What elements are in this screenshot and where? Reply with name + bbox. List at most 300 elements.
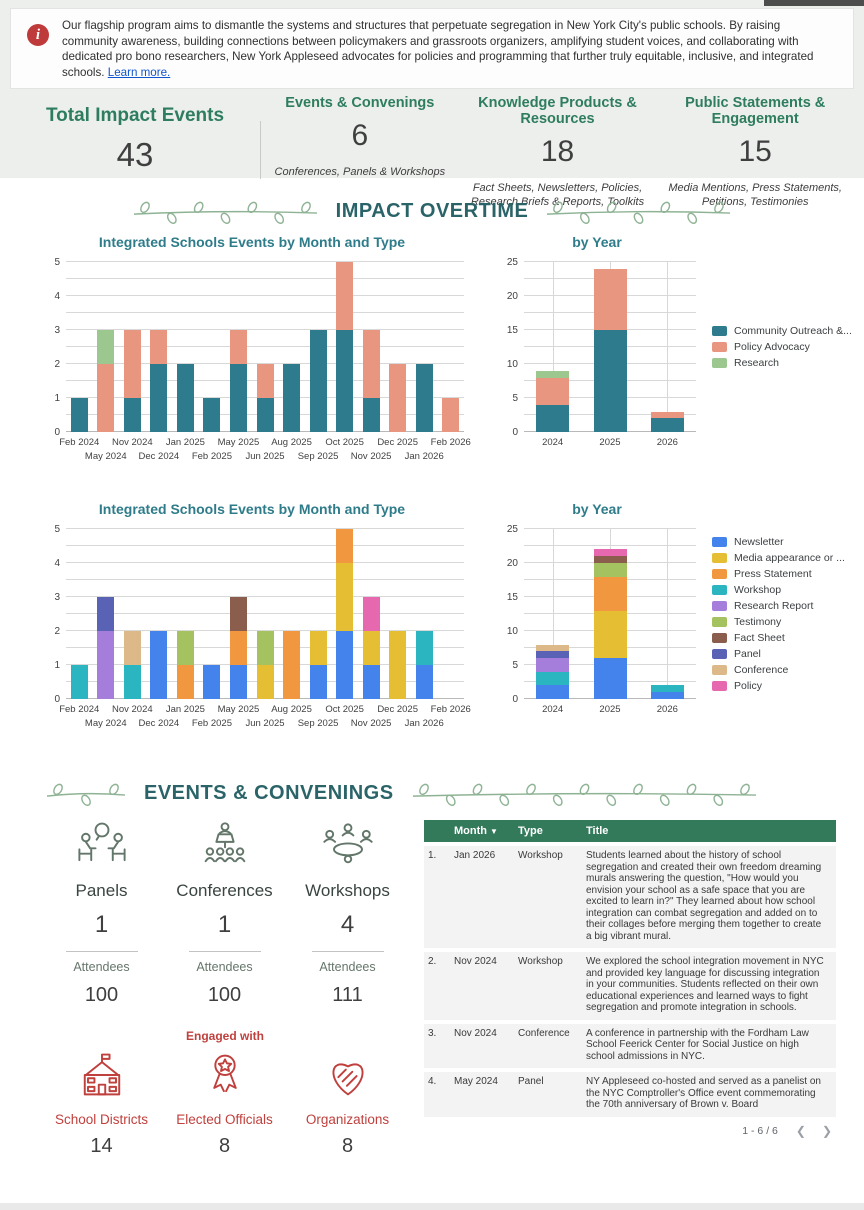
y-axis — [498, 257, 524, 438]
event-card-label: Conferences — [176, 881, 273, 900]
bar-segment[interactable] — [177, 364, 194, 432]
event-card-label: Workshops — [305, 881, 390, 900]
legend-item — [712, 664, 845, 676]
x-tick-label: Dec 2025 — [377, 437, 418, 448]
legend-item — [712, 600, 845, 612]
x-tick-label: Feb 2025 — [191, 451, 232, 462]
row-number: 4. — [428, 1076, 437, 1087]
bar-segment[interactable] — [536, 651, 569, 658]
bar-segment[interactable] — [150, 330, 167, 364]
y-tick-label: 0 — [512, 694, 518, 705]
y-tick-label: 5 — [512, 660, 518, 671]
conference-icon — [163, 820, 286, 873]
x-tick-label: Jan 2025 — [165, 704, 205, 715]
x-tick-label: Nov 2025 — [350, 451, 392, 462]
legend-item — [712, 357, 852, 369]
legend-swatch — [712, 342, 727, 352]
bar-segment[interactable] — [363, 330, 380, 398]
legend-label: Research Report — [734, 600, 814, 612]
v-gridline — [667, 529, 668, 699]
table-row — [424, 952, 836, 1020]
divider — [66, 951, 138, 952]
legend-swatch — [712, 665, 727, 675]
x-tick-label: Jun 2025 — [245, 718, 285, 729]
attendees-value: 100 — [84, 984, 119, 1006]
plot-area — [66, 262, 464, 432]
chart-legend — [712, 325, 852, 369]
x-tick-label: 2025 — [599, 437, 621, 448]
legend-label: Policy Advocacy — [734, 341, 810, 353]
stat-value: 18 — [540, 135, 575, 169]
legend-swatch — [712, 326, 727, 336]
vine-ornament — [412, 780, 757, 806]
legend-item — [712, 325, 852, 337]
legend-swatch — [712, 649, 727, 659]
bar-segment[interactable] — [150, 631, 167, 699]
legend-item — [712, 584, 845, 596]
bar-segment[interactable] — [283, 364, 300, 432]
engaged-card-value: 8 — [218, 1135, 231, 1157]
x-tick-label: Oct 2025 — [325, 704, 364, 715]
stat-card — [459, 93, 657, 209]
gridline — [66, 545, 464, 546]
pagination-label: 1 - 6 / 6 — [742, 1125, 778, 1137]
table-header-title[interactable]: Title — [586, 825, 609, 837]
gridline — [66, 613, 464, 614]
stacked-bar-chart — [40, 501, 471, 732]
legend-swatch — [712, 553, 727, 563]
stat-card — [656, 93, 854, 209]
y-axis — [40, 257, 66, 438]
bar-segment[interactable] — [97, 631, 114, 699]
events-section-header — [0, 780, 864, 806]
y-tick-label: 10 — [506, 359, 518, 370]
plot-area — [524, 262, 696, 432]
row-type: Conference — [518, 1027, 570, 1039]
gridline — [66, 562, 464, 563]
bar-segment[interactable] — [283, 631, 300, 699]
legend-item — [712, 616, 845, 628]
stacked-bar-chart — [498, 501, 845, 732]
row-type: Workshop — [518, 850, 563, 861]
stats-row — [10, 93, 854, 209]
school-icon — [40, 1049, 163, 1106]
plot-area — [524, 529, 696, 699]
row-title: Students learned about the history of school segregation and created their own freedom dreaming murals answering the question, "How would you envision your school as a safe space that you are excited to learn in?" They learned about how school integration can combat segregation and added on to their collages before merging them together to create a big vibrant mural. — [586, 850, 822, 942]
bar-segment[interactable] — [536, 645, 569, 652]
v-gridline — [667, 262, 668, 432]
bar-segment[interactable] — [416, 364, 433, 432]
chart-by-year-1 — [498, 234, 852, 465]
bar-segment[interactable] — [203, 665, 220, 699]
intro-text — [62, 18, 839, 80]
window-edge-bar — [764, 0, 864, 6]
bar-segment[interactable] — [257, 665, 274, 699]
impact-section-title: IMPACT OVERTIME — [335, 199, 529, 222]
table-header-month[interactable]: Month ▼ — [454, 825, 498, 837]
attendees-value: 100 — [207, 984, 242, 1006]
y-tick-label: 1 — [54, 393, 60, 404]
bar-segment[interactable] — [442, 398, 459, 432]
sort-desc-icon: ▼ — [489, 827, 498, 836]
row-type: Workshop — [518, 956, 563, 967]
y-tick-label: 0 — [54, 694, 60, 705]
chart-area — [40, 257, 464, 438]
table-header-type[interactable]: Type — [518, 825, 543, 837]
y-tick-label: 25 — [506, 524, 518, 535]
x-tick-label: Aug 2025 — [271, 437, 312, 448]
bar-segment[interactable] — [230, 665, 247, 699]
y-tick-label: 2 — [54, 626, 60, 637]
chart-by-year-2 — [498, 501, 845, 732]
x-tick-label: May 2025 — [217, 704, 260, 715]
gridline — [66, 312, 464, 313]
gridline — [66, 278, 464, 279]
plot-area — [66, 529, 464, 699]
x-tick-label: May 2025 — [217, 437, 260, 448]
x-tick-label: May 2024 — [84, 451, 127, 462]
x-tick-label: 2026 — [656, 437, 678, 448]
bar-segment[interactable] — [336, 330, 353, 432]
engaged-card-label: Elected Officials — [176, 1112, 273, 1127]
x-tick-label: Feb 2024 — [59, 437, 100, 448]
bar-segment[interactable] — [536, 371, 569, 378]
y-tick-label: 0 — [54, 427, 60, 438]
legend-label: Community Outreach &... — [734, 325, 852, 337]
x-axis — [59, 702, 471, 732]
x-tick-label: Feb 2026 — [430, 704, 471, 715]
legend-label: Conference — [734, 664, 789, 676]
bar-segment[interactable] — [651, 692, 684, 699]
x-axis — [59, 435, 471, 465]
bar-segment[interactable] — [594, 658, 627, 699]
x-tick-label: Feb 2025 — [191, 718, 232, 729]
legend-swatch — [712, 601, 727, 611]
legend-label: Research — [734, 357, 779, 369]
legend-swatch — [712, 585, 727, 595]
legend-item — [712, 632, 845, 644]
vine-ornament — [133, 198, 318, 224]
table-body — [424, 842, 836, 1120]
table-row — [424, 846, 836, 948]
event-card — [286, 820, 409, 1007]
legend-label: Media appearance or ... — [734, 552, 845, 564]
x-tick-label: Feb 2024 — [59, 704, 100, 715]
events-section-title: EVENTS & CONVENINGS — [144, 781, 394, 804]
gridline — [66, 528, 464, 529]
row-month: Jan 2026 — [454, 850, 496, 861]
bar-segment[interactable] — [124, 631, 141, 665]
next-page-icon[interactable]: ❯ — [821, 1124, 832, 1138]
x-tick-label: Sep 2025 — [297, 451, 339, 462]
legend-swatch — [712, 617, 727, 627]
x-tick-label: Jun 2025 — [245, 451, 285, 462]
bar-segment[interactable] — [230, 330, 247, 364]
bar-segment[interactable] — [536, 658, 569, 672]
vine-ornament — [546, 198, 731, 224]
event-card-value: 1 — [217, 911, 232, 938]
chart-title: Integrated Schools Events by Month and Type — [98, 501, 406, 517]
bar-segment[interactable] — [536, 672, 569, 686]
bar-segment[interactable] — [651, 412, 684, 419]
bar-segment[interactable] — [336, 262, 353, 330]
stat-value: 15 — [738, 135, 772, 169]
stat-title: Events & Convenings — [285, 95, 435, 112]
engaged-with-label: Engaged with — [186, 1029, 264, 1043]
engaged-card-label: Organizations — [305, 1112, 390, 1127]
attendees-label: Attendees — [73, 960, 130, 974]
bar-segment[interactable] — [594, 577, 627, 611]
legend-label: Press Statement — [734, 568, 812, 580]
x-tick-label: Oct 2025 — [325, 437, 364, 448]
bar-segment[interactable] — [594, 549, 627, 556]
intro-paragraph: Our flagship program aims to dismantle the systems and structures that perpetuate segregation in New York City's public schools. By raising community awareness, building connections between policymakers and grassroots organizers, amplifying student voices, and collaborating with dedicated pro bono researchers, New York Appleseed advocates for policies and programming that further truly equitable, inclusive, and integrated schools. — [62, 19, 814, 79]
x-axis — [524, 435, 696, 465]
events-cards-column — [40, 820, 410, 1158]
gridline — [66, 579, 464, 580]
bar-segment[interactable] — [363, 398, 380, 432]
table-row — [424, 1024, 836, 1069]
stat-card — [261, 93, 459, 209]
legend-label: Panel — [734, 648, 761, 660]
events-cards-grid — [40, 820, 410, 1007]
table-header-row — [424, 820, 836, 842]
bar-segment[interactable] — [363, 597, 380, 631]
x-tick-label: 2025 — [599, 704, 621, 715]
heart-hands-icon — [286, 1049, 409, 1106]
bar-segment[interactable] — [230, 364, 247, 432]
row-title: A conference in partnership with the Fordham Law School Feerick Center for Social Justice on high school admissions in NYC. — [586, 1027, 809, 1062]
bar-segment[interactable] — [310, 330, 327, 432]
bar-segment[interactable] — [97, 364, 114, 432]
y-tick-label: 10 — [506, 626, 518, 637]
legend-swatch — [712, 681, 727, 691]
y-tick-label: 15 — [506, 325, 518, 336]
y-tick-label: 3 — [54, 592, 60, 603]
x-tick-label: Nov 2024 — [111, 704, 153, 715]
event-card-label: Panels — [75, 881, 128, 900]
y-tick-label: 1 — [54, 660, 60, 671]
bar-segment[interactable] — [594, 330, 627, 432]
bar-segment[interactable] — [177, 631, 194, 665]
stat-total-impact-events — [10, 93, 260, 174]
legend-item — [712, 680, 845, 692]
event-card — [40, 820, 163, 1007]
stat-value: 6 — [351, 119, 369, 153]
legend-label: Policy — [734, 680, 763, 692]
legend-label: Newsletter — [734, 536, 784, 548]
bar-segment[interactable] — [97, 597, 114, 631]
bar-segment[interactable] — [150, 364, 167, 432]
y-tick-label: 4 — [54, 291, 60, 302]
bar-segment[interactable] — [536, 685, 569, 699]
chart-legend — [712, 536, 845, 692]
stacked-bar-chart — [40, 234, 471, 465]
y-tick-label: 5 — [54, 257, 60, 268]
engaged-card-label: School Districts — [54, 1112, 149, 1127]
x-tick-label: 2024 — [542, 704, 564, 715]
x-tick-label: Jan 2025 — [165, 437, 205, 448]
x-tick-label: 2024 — [542, 437, 564, 448]
x-tick-label: Aug 2025 — [271, 704, 312, 715]
x-tick-label: Jan 2026 — [404, 451, 444, 462]
bar-segment[interactable] — [389, 364, 406, 432]
row-type: Panel — [518, 1076, 544, 1087]
bar-segment[interactable] — [416, 665, 433, 699]
engaged-card-value: 14 — [90, 1135, 113, 1157]
summary-band — [0, 0, 864, 209]
gridline — [66, 596, 464, 597]
y-tick-label: 5 — [512, 393, 518, 404]
x-tick-label: Jan 2026 — [404, 718, 444, 729]
x-tick-label: Nov 2025 — [350, 718, 392, 729]
chart-area — [498, 524, 845, 705]
legend-label: Fact Sheet — [734, 632, 785, 644]
bar-segment[interactable] — [310, 665, 327, 699]
bar-segment[interactable] — [124, 398, 141, 432]
bar-segment[interactable] — [536, 378, 569, 405]
table-row — [424, 1072, 836, 1117]
divider — [312, 951, 384, 952]
charts-row-1 — [0, 234, 864, 465]
stat-subtitle: Conferences, Panels & Workshops — [274, 166, 446, 179]
y-tick-label: 25 — [506, 257, 518, 268]
engaged-card — [286, 1049, 409, 1158]
chart-events-by-month-type-1 — [40, 234, 471, 465]
bar-segment[interactable] — [203, 398, 220, 432]
event-card-value: 4 — [340, 911, 355, 938]
legend-swatch — [712, 537, 727, 547]
stat-subtitle: Fact Sheets, Newsletters, Policies, Research Briefs & Reports, Toolkits — [470, 182, 645, 209]
x-tick-label: Sep 2025 — [297, 718, 339, 729]
bar-segment[interactable] — [336, 529, 353, 563]
charts-row-2 — [0, 501, 864, 732]
bar-segment[interactable] — [310, 631, 327, 665]
row-month: Nov 2024 — [454, 1027, 497, 1039]
row-number: 2. — [428, 956, 437, 967]
bar-segment[interactable] — [416, 631, 433, 665]
x-tick-label: Nov 2024 — [111, 437, 153, 448]
page-bottom-strip — [0, 1203, 864, 1210]
x-tick-label: Dec 2024 — [138, 718, 180, 729]
bar-segment[interactable] — [594, 563, 627, 577]
stat-value: 43 — [116, 136, 154, 174]
divider — [189, 951, 261, 952]
y-tick-label: 15 — [506, 592, 518, 603]
row-title: NY Appleseed co-hosted and served as a panelist on the NYC Comptroller's Office event commemorating the 70th anniversary of Brown v. Board — [586, 1076, 821, 1110]
panels-icon — [40, 820, 163, 873]
attendees-label: Attendees — [319, 960, 376, 974]
bar-segment[interactable] — [594, 611, 627, 659]
bar-segment[interactable] — [177, 665, 194, 699]
event-card-value: 1 — [94, 911, 109, 938]
bar-segment[interactable] — [230, 631, 247, 665]
bar-segment[interactable] — [257, 631, 274, 665]
bar-segment[interactable] — [651, 685, 684, 692]
chart-title: by Year — [572, 234, 622, 250]
bar-segment[interactable] — [257, 364, 274, 398]
bar-segment[interactable] — [336, 563, 353, 631]
gridline — [66, 295, 464, 296]
info-icon: i — [27, 24, 49, 46]
attendees-label: Attendees — [196, 960, 253, 974]
chart-title: by Year — [572, 501, 622, 517]
y-tick-label: 0 — [512, 427, 518, 438]
row-number: 3. — [428, 1027, 437, 1039]
bar-segment[interactable] — [651, 418, 684, 432]
chart-area — [40, 524, 464, 705]
y-tick-label: 2 — [54, 359, 60, 370]
bar-segment[interactable] — [71, 665, 88, 699]
stat-subtitle: Media Mentions, Press Statements, Petitions, Testimonies — [668, 182, 842, 209]
bar-segment[interactable] — [124, 330, 141, 398]
bar-segment[interactable] — [230, 597, 247, 631]
bar-segment[interactable] — [257, 398, 274, 432]
chart-area — [498, 257, 852, 438]
prev-page-icon[interactable]: ❮ — [795, 1124, 806, 1138]
bar-segment[interactable] — [363, 665, 380, 699]
bar-segment[interactable] — [97, 330, 114, 364]
legend-label: Testimony — [734, 616, 782, 628]
chart-title: Integrated Schools Events by Month and Type — [98, 234, 406, 250]
gridline — [66, 261, 464, 262]
legend-swatch — [712, 569, 727, 579]
y-tick-label: 3 — [54, 325, 60, 336]
legend-item — [712, 536, 845, 548]
x-axis — [524, 702, 696, 732]
engaged-card — [40, 1049, 163, 1158]
event-card — [163, 820, 286, 1007]
events-table — [424, 820, 836, 1158]
events-content-row — [0, 820, 864, 1158]
chart-events-by-month-type-2 — [40, 501, 471, 732]
row-title: We explored the school integration movement in NYC and provided key language for discussing integration in your communities. Students reflected on their own educational experiences and learned ways to fight segregation and promote integration in schools. — [586, 956, 824, 1013]
y-tick-label: 20 — [506, 291, 518, 302]
bar-segment[interactable] — [336, 631, 353, 699]
bar-segment[interactable] — [124, 665, 141, 699]
engaged-grid — [40, 1049, 410, 1158]
y-tick-label: 20 — [506, 558, 518, 569]
award-icon — [163, 1049, 286, 1106]
stat-title: Total Impact Events — [45, 105, 225, 127]
legend-swatch — [712, 358, 727, 368]
y-tick-label: 5 — [54, 524, 60, 535]
legend-item — [712, 648, 845, 660]
bar-segment[interactable] — [594, 269, 627, 330]
stats-row-others — [261, 93, 854, 209]
attendees-value: 111 — [332, 984, 363, 1006]
bar-segment[interactable] — [389, 631, 406, 699]
stat-title: Knowledge Products & Resources — [478, 95, 637, 128]
vine-ornament — [46, 780, 126, 806]
legend-item — [712, 552, 845, 564]
x-tick-label: 2026 — [656, 704, 678, 715]
stat-title: Public Statements & Engagement — [685, 95, 826, 128]
bar-segment[interactable] — [594, 556, 627, 563]
bar-segment[interactable] — [363, 631, 380, 665]
bar-segment[interactable] — [71, 398, 88, 432]
legend-label: Workshop — [734, 584, 782, 596]
engaged-card-value: 8 — [341, 1135, 354, 1157]
y-axis — [40, 524, 66, 705]
legend-item — [712, 341, 852, 353]
legend-swatch — [712, 633, 727, 643]
intro-card — [10, 8, 854, 89]
engaged-card — [163, 1049, 286, 1158]
bar-segment[interactable] — [536, 405, 569, 432]
x-tick-label: Dec 2024 — [138, 451, 180, 462]
learn-more-link[interactable]: Learn more. — [107, 65, 171, 79]
